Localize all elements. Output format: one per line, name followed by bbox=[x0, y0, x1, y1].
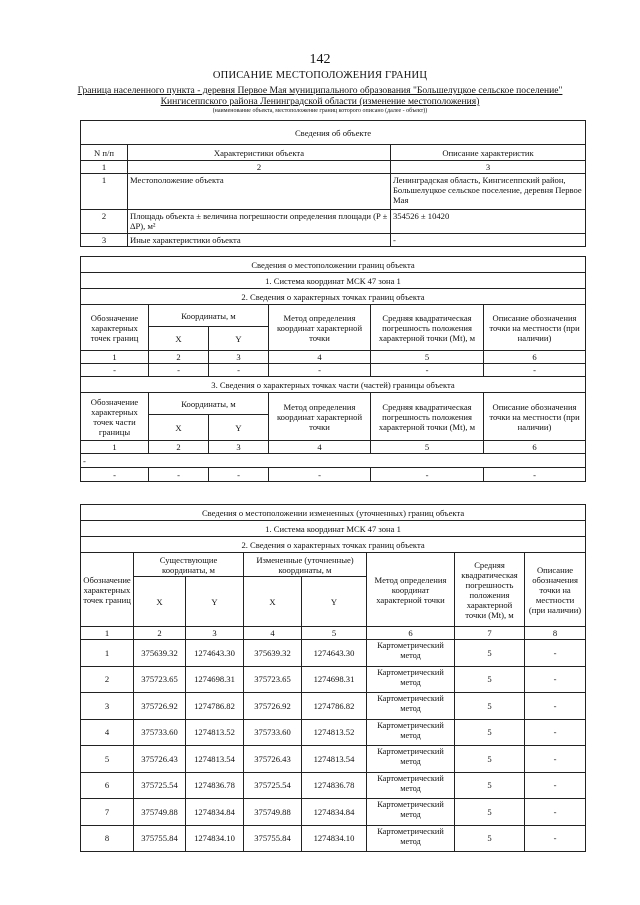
characteristic-name: Иные характеристики объекта bbox=[128, 234, 391, 247]
changed-x: 375726.43 bbox=[244, 746, 302, 773]
point-number: 7 bbox=[81, 799, 134, 826]
changed-y: 1274786.82 bbox=[302, 693, 367, 720]
characteristic-name: Местоположение объекта bbox=[128, 174, 391, 210]
object-info-table bbox=[80, 120, 586, 247]
table-row bbox=[81, 719, 586, 746]
existing-y: 1274836.78 bbox=[186, 772, 244, 799]
error-value: 5 bbox=[455, 640, 525, 667]
empty-cell: - bbox=[149, 364, 209, 377]
changed-y: 1274836.78 bbox=[302, 772, 367, 799]
point-description: - bbox=[525, 746, 586, 773]
table-row bbox=[81, 468, 586, 482]
index-cell: 3 bbox=[209, 441, 269, 454]
changed-y: 1274813.54 bbox=[302, 746, 367, 773]
method: Картометрический метод bbox=[367, 799, 455, 826]
changed-x: 375723.65 bbox=[244, 666, 302, 693]
error-value: 5 bbox=[455, 746, 525, 773]
error-value: 5 bbox=[455, 799, 525, 826]
boundaries-table bbox=[80, 256, 586, 482]
point-number: 8 bbox=[81, 825, 134, 852]
existing-y: 1274786.82 bbox=[186, 693, 244, 720]
document-title: ОПИСАНИЕ МЕСТОПОЛОЖЕНИЯ ГРАНИЦ bbox=[212, 70, 428, 81]
points-title: 2. Сведения о характерных точках границ объекта bbox=[81, 537, 586, 553]
existing-x: 375639.32 bbox=[134, 640, 186, 667]
changed-x: 375725.54 bbox=[244, 772, 302, 799]
coords-header: Координаты, м bbox=[149, 305, 269, 327]
index-cell: 3 bbox=[209, 351, 269, 364]
empty-cell: - bbox=[371, 364, 484, 377]
existing-x: 375725.54 bbox=[134, 772, 186, 799]
characteristic-value: Ленинградская область, Кингисеппский район, Большелуцкое сельское поселение, деревня Первое Мая bbox=[391, 174, 586, 210]
empty-cell: - bbox=[209, 364, 269, 377]
index-cell: 1 bbox=[81, 351, 149, 364]
point-number: 5 bbox=[81, 746, 134, 773]
empty-cell: - bbox=[269, 468, 371, 482]
changed-y: 1274643.30 bbox=[302, 640, 367, 667]
existing-x: 375755.84 bbox=[134, 825, 186, 852]
description-header: Описание обозначения точки на местности (при наличии) bbox=[484, 393, 586, 441]
coords-header: Координаты, м bbox=[149, 393, 269, 415]
changed-rows bbox=[81, 640, 586, 852]
method: Картометрический метод bbox=[367, 825, 455, 852]
index-cell: 6 bbox=[484, 351, 586, 364]
existing-y: 1274834.84 bbox=[186, 799, 244, 826]
coord-system: 1. Система координат МСК 47 зона 1 bbox=[81, 521, 586, 537]
object-name bbox=[60, 85, 580, 107]
index-cell: 5 bbox=[371, 351, 484, 364]
changed-boundaries-table bbox=[80, 504, 586, 852]
index-cell: 4 bbox=[269, 351, 371, 364]
x-header: X bbox=[134, 577, 186, 627]
point-number: 6 bbox=[81, 772, 134, 799]
empty-cell: - bbox=[81, 468, 149, 482]
changed-coords-header: Измененные (уточненные) координаты, м bbox=[244, 553, 367, 577]
method-header: Метод определения координат характерной точки bbox=[269, 305, 371, 351]
point-header: Обозначение характерных точек границ bbox=[81, 553, 134, 627]
characteristic-value: 354526 ± 10420 bbox=[391, 210, 586, 234]
changed-x: 375726.92 bbox=[244, 693, 302, 720]
index-cell: 2 bbox=[149, 351, 209, 364]
empty-cell: - bbox=[149, 468, 209, 482]
index-cell: 3 bbox=[391, 161, 586, 174]
empty-cell: - bbox=[269, 364, 371, 377]
existing-x: 375726.43 bbox=[134, 746, 186, 773]
changed-y: 1274834.84 bbox=[302, 799, 367, 826]
x-header: X bbox=[149, 415, 209, 441]
method: Картометрический метод bbox=[367, 666, 455, 693]
method: Картометрический метод bbox=[367, 746, 455, 773]
table-row bbox=[81, 772, 586, 799]
characteristic-name: Площадь объекта ± величина погрешности определения площади (P ± ΔP), м² bbox=[128, 210, 391, 234]
y-header: Y bbox=[302, 577, 367, 627]
empty-cell: - bbox=[484, 468, 586, 482]
error-header: Средняя квадратическая погрешность положения характерной точки (Mt), м bbox=[371, 305, 484, 351]
object-info-title: Сведения об объекте bbox=[81, 121, 586, 145]
error-value: 5 bbox=[455, 693, 525, 720]
characteristic-value: - bbox=[391, 234, 586, 247]
col-number-header: N п/п bbox=[81, 145, 128, 161]
index-cell: 4 bbox=[244, 627, 302, 640]
table-row bbox=[81, 799, 586, 826]
table-row bbox=[81, 666, 586, 693]
part-number-row: - bbox=[81, 454, 586, 468]
index-cell: 7 bbox=[455, 627, 525, 640]
y-header: Y bbox=[209, 327, 269, 351]
existing-x: 375723.65 bbox=[134, 666, 186, 693]
index-cell: 2 bbox=[128, 161, 391, 174]
table-row bbox=[81, 640, 586, 667]
method: Картометрический метод bbox=[367, 693, 455, 720]
changed-x: 375733.60 bbox=[244, 719, 302, 746]
index-cell: 5 bbox=[302, 627, 367, 640]
table-row bbox=[81, 174, 586, 210]
point-description: - bbox=[525, 719, 586, 746]
index-cell: 1 bbox=[81, 441, 149, 454]
error-value: 5 bbox=[455, 666, 525, 693]
col-description-header: Описание характеристик bbox=[391, 145, 586, 161]
table-row bbox=[81, 210, 586, 234]
empty-cell: - bbox=[371, 468, 484, 482]
index-cell: 2 bbox=[149, 441, 209, 454]
x-header: X bbox=[149, 327, 209, 351]
changed-x: 375749.88 bbox=[244, 799, 302, 826]
existing-coords-header: Существующие координаты, м bbox=[134, 553, 244, 577]
method: Картометрический метод bbox=[367, 772, 455, 799]
method: Картометрический метод bbox=[367, 640, 455, 667]
point-description: - bbox=[525, 825, 586, 852]
boundaries-title: Сведения о местоположении границ объекта bbox=[81, 257, 586, 273]
existing-y: 1274643.30 bbox=[186, 640, 244, 667]
point-number: 4 bbox=[81, 719, 134, 746]
changed-title: Сведения о местоположении измененных (уточненных) границ объекта bbox=[81, 505, 586, 521]
x-header: X bbox=[244, 577, 302, 627]
point-description: - bbox=[525, 693, 586, 720]
error-value: 5 bbox=[455, 772, 525, 799]
error-header: Средняя квадратическая погрешность положения характерной точки (Mt), м bbox=[455, 553, 525, 627]
method-header: Метод определения координат характерной точки bbox=[269, 393, 371, 441]
table-row bbox=[81, 234, 586, 247]
changed-y: 1274834.10 bbox=[302, 825, 367, 852]
existing-y: 1274834.10 bbox=[186, 825, 244, 852]
method: Картометрический метод bbox=[367, 719, 455, 746]
description-header: Описание обозначения точки на местности (при наличии) bbox=[525, 553, 586, 627]
point-number: 1 bbox=[81, 640, 134, 667]
point-description: - bbox=[525, 799, 586, 826]
empty-cell: - bbox=[484, 364, 586, 377]
changed-y: 1274698.31 bbox=[302, 666, 367, 693]
existing-x: 375726.92 bbox=[134, 693, 186, 720]
y-header: Y bbox=[209, 415, 269, 441]
point-number: 3 bbox=[81, 693, 134, 720]
empty-cell: - bbox=[81, 364, 149, 377]
index-cell: 5 bbox=[371, 441, 484, 454]
index-cell: 6 bbox=[484, 441, 586, 454]
index-cell: 6 bbox=[367, 627, 455, 640]
changed-y: 1274813.52 bbox=[302, 719, 367, 746]
point-description: - bbox=[525, 640, 586, 667]
index-cell: 3 bbox=[186, 627, 244, 640]
index-cell: 2 bbox=[134, 627, 186, 640]
table-row bbox=[81, 746, 586, 773]
points-title: 2. Сведения о характерных точках границ объекта bbox=[81, 289, 586, 305]
part-point-header: Обозначение характерных точек части границы bbox=[81, 393, 149, 441]
error-value: 5 bbox=[455, 719, 525, 746]
index-cell: 8 bbox=[525, 627, 586, 640]
object-name-note: (наименование объекта, местоположение границ которого описано (далее - объект)) bbox=[212, 108, 428, 114]
index-cell: 1 bbox=[81, 161, 128, 174]
object-name-line-1: Граница населенного пункта - деревня Первое Мая муниципального образования "Большелуцкое сельское поселение" bbox=[77, 85, 563, 96]
y-header: Y bbox=[186, 577, 244, 627]
description-header: Описание обозначения точки на местности (при наличии) bbox=[484, 305, 586, 351]
table-row bbox=[81, 693, 586, 720]
table-row bbox=[81, 364, 586, 377]
empty-cell: - bbox=[209, 468, 269, 482]
point-header: Обозначение характерных точек границ bbox=[81, 305, 149, 351]
existing-y: 1274813.54 bbox=[186, 746, 244, 773]
existing-y: 1274813.52 bbox=[186, 719, 244, 746]
method-header: Метод определения координат характерной точки bbox=[367, 553, 455, 627]
point-number: 2 bbox=[81, 666, 134, 693]
changed-x: 375755.84 bbox=[244, 825, 302, 852]
error-value: 5 bbox=[455, 825, 525, 852]
coord-system: 1. Система координат МСК 47 зона 1 bbox=[81, 273, 586, 289]
row-number: 3 bbox=[81, 234, 128, 247]
existing-x: 375749.88 bbox=[134, 799, 186, 826]
changed-x: 375639.32 bbox=[244, 640, 302, 667]
page-number: 142 bbox=[309, 52, 331, 67]
row-number: 2 bbox=[81, 210, 128, 234]
object-name-line-2: Кингисеппского района Ленинградской области (изменение местоположения) bbox=[160, 96, 480, 107]
point-description: - bbox=[525, 666, 586, 693]
col-characteristics-header: Характеристики объекта bbox=[128, 145, 391, 161]
error-header: Средняя квадратическая погрешность положения характерной точки (Mt), м bbox=[371, 393, 484, 441]
table-row bbox=[81, 825, 586, 852]
part-points-title: 3. Сведения о характерных точках части (частей) границы объекта bbox=[81, 377, 586, 393]
point-description: - bbox=[525, 772, 586, 799]
row-number: 1 bbox=[81, 174, 128, 210]
existing-y: 1274698.31 bbox=[186, 666, 244, 693]
index-cell: 1 bbox=[81, 627, 134, 640]
index-cell: 4 bbox=[269, 441, 371, 454]
existing-x: 375733.60 bbox=[134, 719, 186, 746]
